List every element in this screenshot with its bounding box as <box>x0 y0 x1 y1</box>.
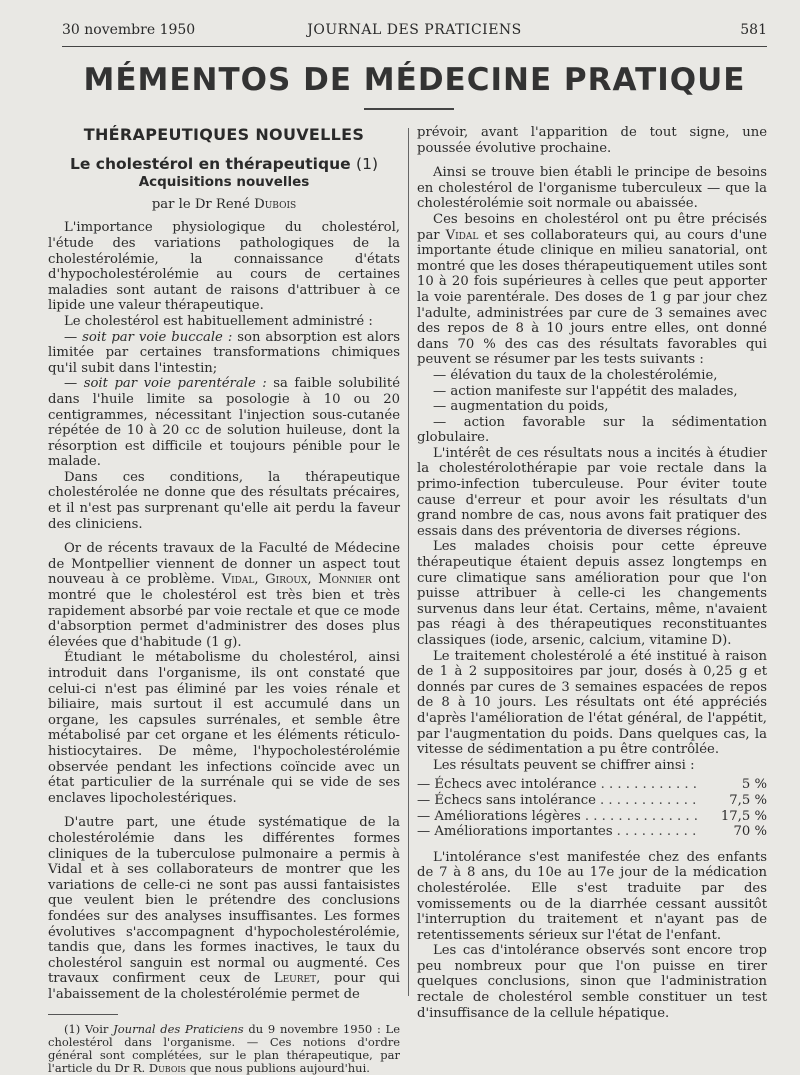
paragraph: D'autre part, une étude systématique de la cholestérolémie dans les différentes formes cliniques de la tuberculose pulmonaire a permis à Vidal et à ses collaborateurs de montrer que les variations de celle-ci ne sont pas aussi fantaisistes que veulent bien le prétendre des conclusions fondées sur des analyses insuffisantes. Les formes évolutives s'accompagnent d'hypocholestérolémie, tandis que, dans les formes inactives, le taux du cholestérol sanguin est normal ou augmenté. Ces travaux confirment ceux de Leuret, pour qui l'abaissement de la cholestérolémie permet de <box>48 815 400 1002</box>
running-header <box>62 22 767 44</box>
test-item: — action manifeste sur l'appétit des malades, <box>433 383 738 399</box>
paragraph: Les malades choisis pour cette épreuve thérapeutique étaient depuis assez longtemps en cure climatique sans amélioration pour que l'on puisse attribuer à celle-ci les changements survenus dans leur état. Certains, même, n'avaient pas réagi à des thérapeutiques reconstituantes classiques (iode, arsenic, calcium, vitamine D). <box>417 539 767 648</box>
result-row <box>417 793 767 809</box>
header-journal-title: JOURNAL DES PRATICIENS <box>307 22 522 38</box>
test-item: — élévation du taux de la cholestérolémie, <box>433 367 718 383</box>
paragraph: Le cholestérol est habituellement administré : <box>64 313 373 329</box>
paragraph: — soit par voie buccale : son absorption est alors limitée par certaines transformations chimiques qu'il subit dans l'intestin; <box>48 329 400 376</box>
paragraph: L'importance physiologique du cholestérol, l'étude des variations pathologiques de la cholestérolémie, la connaissance d'états d'hypocholestérolémie au cours de certaines maladies sont autant de raisons d'attribuer à ce lipide une valeur thérapeutique. <box>48 220 400 314</box>
result-label: — Améliorations importantes <box>417 824 613 840</box>
test-item: — action favorable sur la sédimentation globulaire. <box>417 414 767 446</box>
right-column <box>417 125 767 1021</box>
header-rule <box>62 46 767 47</box>
title-footnote-mark: (1) <box>356 154 379 173</box>
author-name: Leuret <box>273 971 317 987</box>
paragraph: prévoir, avant l'apparition de tout signe, une poussée évolutive prochaine. <box>417 125 767 156</box>
byline: par le Dr René Dubois <box>151 196 297 212</box>
header-date: 30 novembre 1950 <box>62 22 196 38</box>
section-title: THÉRAPEUTIQUES NOUVELLES <box>83 125 365 144</box>
paragraph: Ainsi se trouve bien établi le principe de besoins en cholestérol de l'organisme tuberculeux — que la cholestérolémie soit normale ou abaissée. <box>417 165 767 212</box>
paragraph: Les résultats peuvent se chiffrer ainsi : <box>433 757 695 773</box>
footnote: (1) Voir Journal des Praticiens du 9 novembre 1950 : Le cholestérol dans l'organisme. — Ces notions d'ordre général sont complétées, sur le plan thérapeutique, par l'article du Dr R. Dubois que nous publions aujourd'hui. <box>48 1022 400 1075</box>
paragraph: Étudiant le métabolisme du cholestérol, ainsi introduit dans l'organisme, ils ont constaté que celui-ci n'est pas éliminé par les voies rénale et biliaire, mais surtout il est accumulé dans un organe, les capsules surrénales, et semble être métabolisé par cet organe et les éléments réticulo-histiocytaires. De même, l'hypocholestérolémie observée pendant les infections coïncide avec un état particulier de la surrénale qui se vide de ses enclaves lipocholestériques. <box>48 650 400 806</box>
result-value: 5 % <box>741 777 767 793</box>
test-item: — augmentation du poids, <box>433 399 609 415</box>
result-row <box>417 809 767 825</box>
banner-rule <box>364 108 454 110</box>
result-label: — Échecs sans intolérance <box>417 792 596 808</box>
result-value: 7,5 % <box>729 792 767 808</box>
column-divider <box>408 128 409 996</box>
paragraph: Le traitement cholestérolé a été institué à raison de 1 à 2 suppositoires par jour, dosés à 0,25 g et donnés par cures de 3 semaines espacées de repos de 8 à 10 jours. Les résultats ont été appréciés d'après l'amélioration de l'état général, de l'appétit, par l'augmentation du poids. Dans quelques cas, la vitesse de sédimentation a pu être contrôlée. <box>417 648 767 758</box>
paragraph: Les cas d'intolérance observés sont encore trop peu nombreux pour que l'on puisse en tirer quelques conclusions, sinon que l'administration rectale de cholestérol semble constituer un test d'insuffisance de la cellule hépatique. <box>417 943 767 1021</box>
result-value: 70 % <box>733 824 767 840</box>
paragraph: Ces besoins en cholestérol ont pu être précisés par Vidal et ses collaborateurs qui, au cours d'une importante étude clinique en milieu sanatorial, ont montré que les doses thérapeutiquement utiles sont 10 à 20 fois supérieures à celles que peut apporter la voie parentérale. Des doses de 1 g par jour chez l'adulte, administrées par cure de 3 semaines avec des repos de 8 à 10 jours entre elles, ont donné dans 70 % des cas des résultats favorables qui peuvent se résumer par les tests suivants : <box>417 211 767 368</box>
paragraph: Or de récents travaux de la Faculté de Médecine de Montpellier viennent de donner un aspect tout nouveau à ce problème. Vidal, Giroux, Monnier ont montré que le cholestérol est très bien et très rapidement absorbé par voie rectale et que ce mode d'absorption permet d'administrer des doses plus élevées que d'habitude (1 g). <box>48 541 400 650</box>
result-row <box>417 824 767 840</box>
result-value: 17,5 % <box>720 808 767 824</box>
paragraph: L'intolérance s'est manifestée chez des enfants de 7 à 8 ans, du 10e au 17e jour de la médication cholestérolée. Elle s'est traduite par des vomissements ou de la diarrhée cessant aussitôt l'interruption du traitement et n'ayant pas de retentissements sérieux sur l'état de l'enfant. <box>417 849 767 943</box>
header-page-number: 581 <box>740 22 767 38</box>
results-table <box>417 777 767 839</box>
result-label: — Améliorations légères <box>417 808 581 824</box>
paragraph: Dans ces conditions, la thérapeutique cholestérolée ne donne que des résultats précaires, et il n'est pas surprenant qu'elle ait perdu la faveur des cliniciens. <box>48 469 400 532</box>
article-title: Le cholestérol en thérapeutique (1) <box>69 154 379 173</box>
result-label: — Échecs avec intolérance <box>417 777 597 793</box>
article-subtitle: Acquisitions nouvelles <box>138 174 310 191</box>
author-name: Dubois <box>254 196 297 212</box>
result-row <box>417 777 767 793</box>
paragraph: — soit par voie parentérale : sa faible solubilité dans l'huile limite sa posologie à 10 ou 20 centigrammes, nécessitant l'injection sous-cutanée répétée de 10 à 20 cc de solution huileuse, dont la résorption est difficile et toujours pénible pour le malade. <box>48 376 400 470</box>
banner-title: MÉMENTOS DE MÉDECINE PRATIQUE <box>83 62 746 98</box>
author-names: Vidal, Giroux, Monnier <box>221 572 372 588</box>
footnote-rule <box>48 1014 118 1015</box>
author-name: Vidal <box>445 227 479 243</box>
paragraph: L'intérêt de ces résultats nous a incités à étudier la cholestérolothérapie par voie rectale dans la primo-infection tuberculeuse. Pour éviter toute cause d'erreur et pour avoir les résultats d'un grand nombre de cas, nous avons fait pratiquer des essais dans des préventoria de diverses régions. <box>417 445 767 539</box>
left-column <box>48 125 400 1075</box>
